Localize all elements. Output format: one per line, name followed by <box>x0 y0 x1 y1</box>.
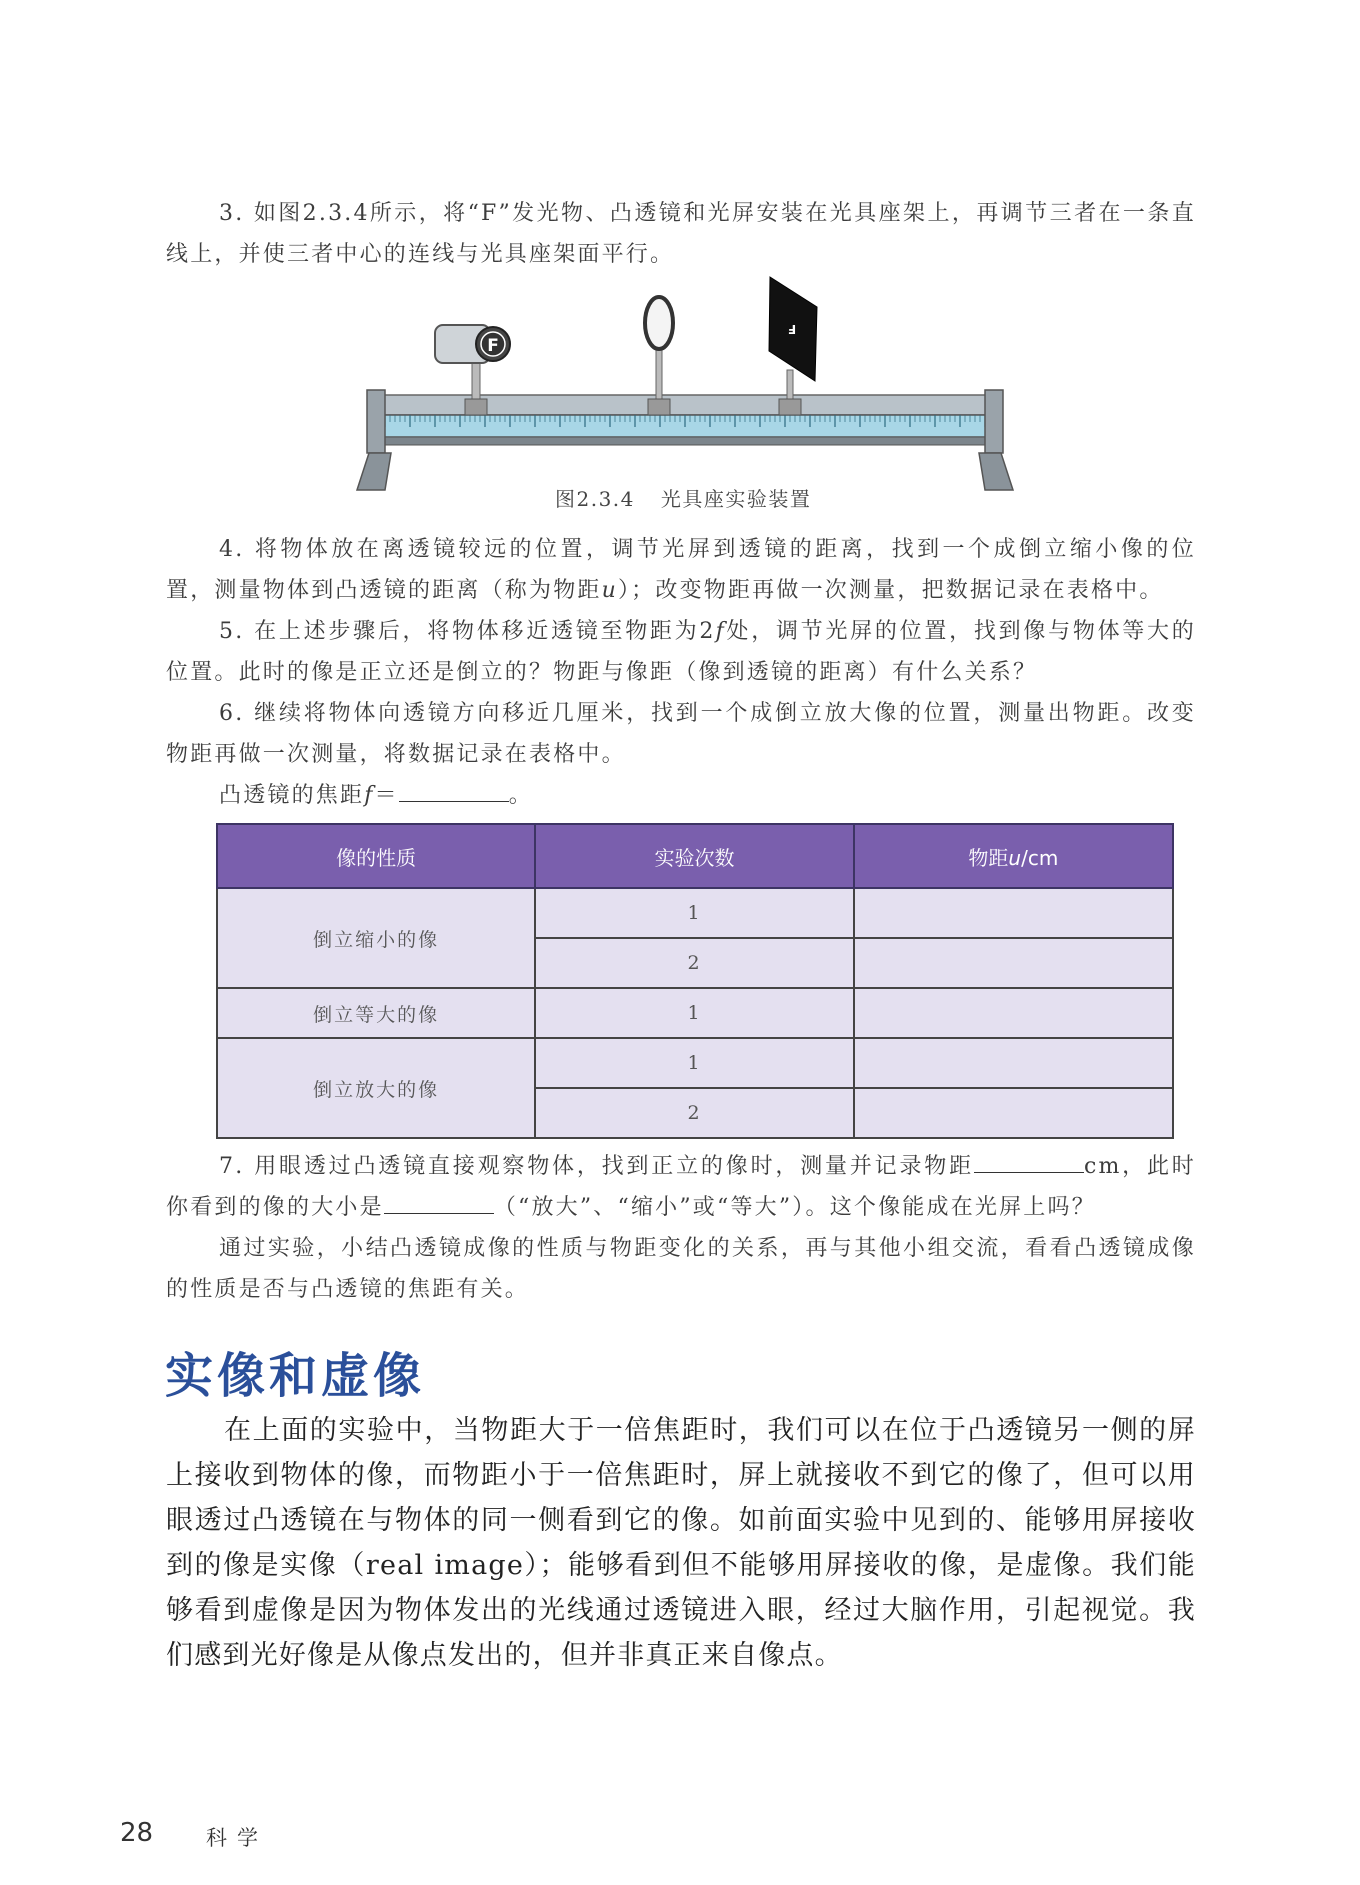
left-leg <box>357 453 391 490</box>
distance-input-cell[interactable] <box>854 938 1173 988</box>
right-leg <box>979 453 1013 490</box>
step-3-text: 3. 如图2.3.4所示，将“F”发光物、凸透镜和光屏安装在光具座架上，再调节三者在一条直线上，并使三者中心的连线与光具座架面平行。 <box>166 201 1196 267</box>
nature-cell: 倒立放大的像 <box>217 1038 535 1138</box>
step-3-paragraph <box>166 193 1196 275</box>
table-row <box>217 1038 1173 1088</box>
step-5-text-a: 5. 在上述步骤后，将物体移近透镜至物距为2 <box>219 619 716 644</box>
focal-var-f: f <box>364 783 375 808</box>
step-4-var-u: u <box>601 578 618 603</box>
step-7-text <box>166 1146 1196 1228</box>
step-7-unit: cm， <box>1083 1154 1147 1179</box>
table-row <box>217 988 1173 1038</box>
section-body <box>166 1408 1196 1678</box>
optical-bench-figure <box>355 275 1015 505</box>
step-5-var-f: f <box>715 619 726 644</box>
header-var-u: u <box>1008 845 1022 870</box>
image-size-blank[interactable] <box>384 1195 494 1214</box>
nature-cell: 倒立缩小的像 <box>217 888 535 988</box>
distance-input-cell[interactable] <box>854 1038 1173 1088</box>
focal-length-blank[interactable] <box>399 783 509 802</box>
table-row <box>217 888 1173 938</box>
section-heading: 实像和虚像 <box>165 1348 426 1404</box>
table-header-row <box>217 824 1173 888</box>
distance-input-cell[interactable] <box>854 988 1173 1038</box>
figure-caption <box>555 483 811 512</box>
book-title: 科学 <box>206 1826 268 1850</box>
summary-text: 通过实验，小结凸透镜成像的性质与物距变化的关系，再与其他小组交流，看看凸透镜成像的性质是否与凸透镜的焦距有关。 <box>166 1236 1196 1302</box>
step-7-paragraphs <box>166 1146 1196 1310</box>
steps-paragraphs <box>166 529 1196 816</box>
step-7-text-a: 7. 用眼透过凸透镜直接观察物体，找到正立的像时，测量并记录物距 <box>219 1154 974 1179</box>
header-unit: /cm <box>1021 845 1059 870</box>
page-number: 28 <box>120 1818 154 1848</box>
section-body-text: 在上面的实验中，当物距大于一倍焦距时，我们可以在位于凸透镜另一侧的屏上接收到物体的像，而物距小于一倍焦距时，屏上就接收不到它的像了，但可以用眼透过凸透镜在与物体的同一侧看到它的像。如前面实验中见到的、能够用屏接收到的像是实像（real image）；能够看到但不能够用屏接收的像，是虚像。我们能够看到虚像是因为物体发出的光线通过透镜进入眼，经过大脑作用，引起视觉。我们感到光好像是从像点发出的，但并非真正来自像点。 <box>166 1415 1196 1671</box>
header-image-nature: 像的性质 <box>217 824 535 888</box>
focal-end: 。 <box>508 783 533 808</box>
step-6-text: 6. 继续将物体向透镜方向移近几厘米，找到一个成倒立放大像的位置，测量出物距。改变物距再做一次测量，将数据记录在表格中。 <box>166 701 1196 767</box>
step-4-text <box>166 529 1196 611</box>
data-table <box>216 823 1174 1139</box>
rail-left-end <box>367 390 385 453</box>
trial-cell: 2 <box>535 1088 853 1138</box>
step-4-text-a: 4. 将物体放在离透镜较远的位置，调节光屏到透镜的距离，找到一个成倒立缩小像的位置，测量物体到凸透镜的距离（称为物距 <box>166 537 1196 603</box>
header-object-distance <box>854 824 1173 888</box>
focal-length-label: 凸透镜的焦距 <box>219 783 365 808</box>
rail-right-end <box>985 390 1003 453</box>
step-5-text <box>166 611 1196 693</box>
trial-cell: 1 <box>535 888 853 938</box>
nature-cell: 倒立等大的像 <box>217 988 535 1038</box>
step-7-text-c: （“放大”、“缩小”或“等大”）。这个像能成在光屏上吗？ <box>493 1195 1096 1220</box>
step-5-text-b: 处，调节光屏的位置，找到像与物体等大的位置。此时的像是正立还是倒立的？物距与像距（像到透镜的距离）有什么关系？ <box>166 619 1196 685</box>
header-object-distance-label: 物距 <box>968 845 1009 870</box>
light-source-letter: F <box>487 336 499 356</box>
step-7-text-b: 此时你看到的像的大小是 <box>166 1154 1196 1220</box>
distance-blank[interactable] <box>974 1154 1084 1173</box>
trial-cell: 1 <box>535 1038 853 1088</box>
focal-equals: ＝ <box>374 783 399 808</box>
figure-caption-title: 光具座实验装置 <box>660 487 812 511</box>
figure-caption-number: 图2.3.4 <box>555 487 635 511</box>
focal-length-line <box>166 775 1196 816</box>
trial-cell: 2 <box>535 938 853 988</box>
header-trial-count: 实验次数 <box>535 824 853 888</box>
distance-input-cell[interactable] <box>854 888 1173 938</box>
distance-input-cell[interactable] <box>854 1088 1173 1138</box>
trial-cell: 1 <box>535 988 853 1038</box>
rail-bottom <box>380 437 990 445</box>
step-4-text-b: ）；改变物距再做一次测量，把数据记录在表格中。 <box>617 578 1164 603</box>
screen-image-letter: F <box>787 322 797 336</box>
